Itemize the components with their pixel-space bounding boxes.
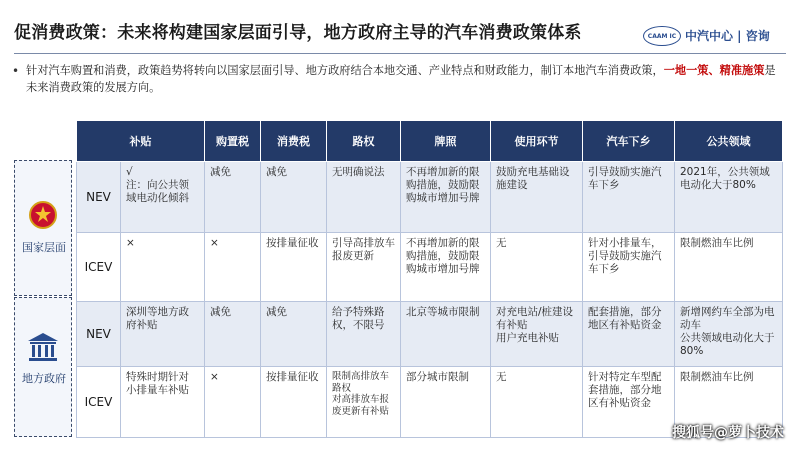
cell-subsidy: 特殊时期针对小排量车补贴 — [121, 367, 205, 438]
cell-license: 不再增加新的限购措施，鼓励限购城市增加号牌 — [401, 233, 491, 302]
source-watermark: 搜狐号@萝卜技术 — [672, 425, 784, 441]
intro-highlight: 一地一策、精准施策 — [663, 64, 765, 77]
header-license: 牌照 — [401, 121, 491, 162]
cell-purchase-tax: 减免 — [205, 162, 261, 233]
table-row — [77, 302, 783, 367]
cell-road-right: 给予特殊路权，不限号 — [327, 302, 401, 367]
header-public: 公共领域 — [675, 121, 783, 162]
table-row — [77, 162, 783, 233]
header-divider — [14, 53, 786, 54]
intro-text-end: 是未来消费政策的发展方向。 — [26, 64, 776, 94]
row-type: ICEV — [77, 367, 121, 438]
intro-text: 针对汽车购置和消费，政策趋势将转向以国家层面引导、地方政府结合本地交通、产业特点和财政能力，制订本地汽车消费政策， — [26, 64, 664, 77]
cell-purchase-tax: × — [205, 367, 261, 438]
cell-usage: 无 — [491, 233, 583, 302]
cell-consumption-tax: 按排量征收 — [261, 233, 327, 302]
cell-license: 北京等城市限制 — [401, 302, 491, 367]
header-subsidy: 补贴 — [77, 121, 205, 162]
table-row — [77, 233, 783, 302]
caam-logo: CAAM IC — [643, 26, 681, 46]
table-header-row — [77, 121, 783, 162]
cell-road-right: 限制高排放车路权 对高排放车报废更新有补贴 — [327, 367, 401, 438]
government-building-icon — [26, 330, 60, 364]
header-usage: 使用环节 — [491, 121, 583, 162]
row-type: ICEV — [77, 233, 121, 302]
row-type: NEV — [77, 162, 121, 233]
category-local — [14, 297, 72, 437]
cell-license: 部分城市限制 — [401, 367, 491, 438]
cell-purchase-tax: 减免 — [205, 302, 261, 367]
row-type: NEV — [77, 302, 121, 367]
national-emblem-icon — [28, 200, 58, 230]
cell-public: 2021年，公共领域电动化大于80% — [675, 162, 783, 233]
cell-subsidy: × — [121, 233, 205, 302]
intro-paragraph — [26, 62, 778, 96]
category-local-label: 地方政府 — [22, 372, 66, 385]
cell-license: 不再增加新的限购措施，鼓励限购城市增加号牌 — [401, 162, 491, 233]
cell-countryside: 配套措施，部分地区有补贴资金 — [583, 302, 675, 367]
cell-road-right: 引导高排放车报废更新 — [327, 233, 401, 302]
bullet-icon: • — [12, 64, 20, 78]
header-road-right: 路权 — [327, 121, 401, 162]
brand-name: 中汽中心 | 咨询 — [685, 29, 770, 43]
cell-consumption-tax: 减免 — [261, 302, 327, 367]
header-countryside: 汽车下乡 — [583, 121, 675, 162]
cell-usage: 无 — [491, 367, 583, 438]
header-consumption-tax: 消费税 — [261, 121, 327, 162]
cell-purchase-tax: × — [205, 233, 261, 302]
cell-countryside: 针对特定车型配套措施，部分地区有补贴资金 — [583, 367, 675, 438]
cell-public: 限制燃油车比例 — [675, 233, 783, 302]
header-purchase-tax: 购置税 — [205, 121, 261, 162]
cell-consumption-tax: 按排量征收 — [261, 367, 327, 438]
cell-consumption-tax: 减免 — [261, 162, 327, 233]
cell-public: 新增网约车全部为电动车 公共领域电动化大于80% — [675, 302, 783, 367]
cell-public: 限制燃油车比例 — [675, 367, 783, 438]
cell-usage: 对充电站/桩建设有补贴 用户充电补贴 — [491, 302, 583, 367]
cell-usage: 鼓励充电基础设施建设 — [491, 162, 583, 233]
cell-subsidy: 深圳等地方政府补贴 — [121, 302, 205, 367]
cell-countryside: 引导鼓励实施汽车下乡 — [583, 162, 675, 233]
category-national-label: 国家层面 — [22, 241, 66, 254]
cell-subsidy: √ 注：向公共领域电动化倾斜 — [121, 162, 205, 233]
cell-road-right: 无明确说法 — [327, 162, 401, 233]
cell-countryside: 针对小排量车，引导鼓励实施汽车下乡 — [583, 233, 675, 302]
policy-table — [76, 120, 783, 438]
page-title: 促消费政策：未来将构建国家层面引导，地方政府主导的汽车消费政策体系 — [14, 23, 582, 43]
